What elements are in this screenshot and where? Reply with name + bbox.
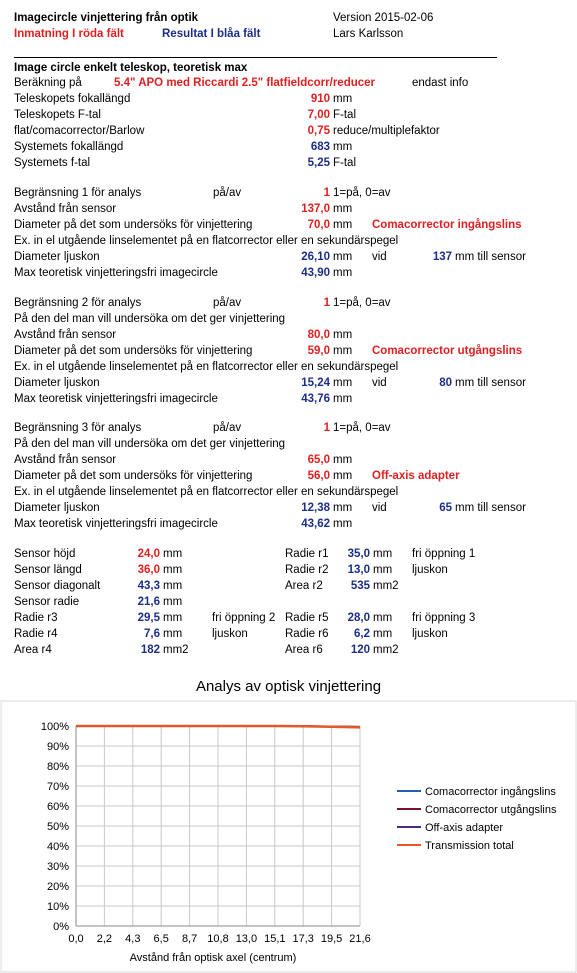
x-tick-label: 10,8 xyxy=(207,933,229,945)
limit-onoff-note: 1=på, 0=av xyxy=(333,422,391,434)
y-tick-label: 40% xyxy=(46,841,69,853)
limit-intro: På den del man vill undersöka om det ger vinjettering xyxy=(14,313,286,325)
limit-at-unit: mm till sensor xyxy=(455,377,526,389)
limit-max-label: Max teoretisk vinjetteringsfri imagecircle xyxy=(14,518,218,530)
sensor-left-value[interactable]: 24,0 xyxy=(137,548,160,560)
x-tick-label: 15,1 xyxy=(264,933,286,945)
limit-vid: vid xyxy=(372,377,387,389)
sensor-right-value: 13,0 xyxy=(347,564,370,576)
limit-at-unit: mm till sensor xyxy=(455,502,526,514)
limit-element-name[interactable]: Comacorrector utgångslins xyxy=(372,345,523,357)
vignetting-chart xyxy=(0,700,577,973)
legend-result-note: Resultat I blåa fält xyxy=(162,28,261,40)
limit-diameter-value[interactable]: 56,0 xyxy=(307,470,330,482)
sensor-left-value: 182 xyxy=(140,644,160,656)
limit-onoff-note: 1=på, 0=av xyxy=(333,187,391,199)
limit-onoff-value[interactable]: 1 xyxy=(323,297,330,309)
telescope-row-value[interactable]: 910 xyxy=(310,93,330,105)
y-tick-label: 30% xyxy=(46,861,69,873)
x-axis-label: Avstånd från optisk axel (centrum) xyxy=(129,952,297,964)
limit-distance-label: Avstånd från sensor xyxy=(14,203,117,215)
x-tick-label: 17,3 xyxy=(292,933,314,945)
y-tick-label: 100% xyxy=(40,721,69,733)
limit-at-value: 80 xyxy=(439,377,452,389)
x-tick-label: 0,0 xyxy=(68,933,84,945)
chart-title: Analys av optisk vinjettering xyxy=(195,678,382,695)
legend-label: Comacorrector utgångslins xyxy=(425,804,557,816)
limit-cone-unit: mm xyxy=(333,377,353,389)
sensor-left-unit: mm xyxy=(163,564,183,576)
sensor-right-unit: mm2 xyxy=(373,644,399,656)
limit-diameter-unit: mm xyxy=(333,470,353,482)
y-tick-label: 50% xyxy=(46,821,69,833)
limit-max-unit: mm xyxy=(333,518,353,530)
sensor-left-label: Radie r4 xyxy=(14,628,58,640)
telescope-row-unit: reduce/multiplefaktor xyxy=(333,125,440,137)
sensor-left-label: Area r4 xyxy=(14,644,52,656)
limit-cone-value: 26,10 xyxy=(301,251,330,263)
sensor-right-label: Area r2 xyxy=(285,580,323,592)
limit-distance-value[interactable]: 137,0 xyxy=(301,203,330,215)
author-name: Lars Karlsson xyxy=(333,28,404,40)
sensor-right-value: 35,0 xyxy=(347,548,370,560)
legend-label: Off-axis adapter xyxy=(425,822,504,834)
sensor-right-value: 6,2 xyxy=(354,628,370,640)
limit-diameter-unit: mm xyxy=(333,219,353,231)
x-tick-label: 21,6 xyxy=(349,933,371,945)
sensor-left-unit: mm xyxy=(163,628,183,640)
sensor-right-label: Radie r2 xyxy=(285,564,329,576)
sensor-right-label: Radie r5 xyxy=(285,612,329,624)
telescope-row-value[interactable]: 0,75 xyxy=(307,125,330,137)
telescope-row-value: 5,25 xyxy=(307,157,330,169)
limit-max-label: Max teoretisk vinjetteringsfri imagecircle xyxy=(14,393,218,405)
limit-onoff-value[interactable]: 1 xyxy=(323,187,330,199)
limit-diameter-label: Diameter på det som undersöks för vinjettering xyxy=(14,219,253,231)
calc-label: Beräkning på xyxy=(14,77,82,89)
sensor-left-value: 43,3 xyxy=(137,580,160,592)
x-tick-label: 13,0 xyxy=(235,933,258,945)
limit-diameter-label: Diameter på det som undersöks för vinjettering xyxy=(14,470,253,482)
sensor-left-label: Sensor radie xyxy=(14,596,80,608)
limit-example: Ex. in el utgående linselementet på en flatcorrector eller en sekundärspegel xyxy=(14,235,399,247)
limit-cone-unit: mm xyxy=(333,251,353,263)
y-tick-label: 10% xyxy=(46,901,69,913)
sensor-right-value: 28,0 xyxy=(347,612,370,624)
legend-input-note: Inmatning I röda fält xyxy=(14,28,124,40)
telescope-row-value[interactable]: 7,00 xyxy=(307,109,330,121)
sensor-left-label: Sensor diagonalt xyxy=(14,580,101,592)
version-label: Version 2015-02-06 xyxy=(333,12,434,24)
sensor-left-value: 7,6 xyxy=(144,628,160,640)
sensor-right-value: 120 xyxy=(350,644,370,656)
sensor-left-label: Sensor längd xyxy=(14,564,82,576)
limit-onoff-value[interactable]: 1 xyxy=(323,422,330,434)
telescope-row-unit: F-tal xyxy=(333,109,356,121)
telescope-row-label: Systemets fokallängd xyxy=(14,141,124,153)
limit-onoff-note: 1=på, 0=av xyxy=(333,297,391,309)
limit-diameter-unit: mm xyxy=(333,345,353,357)
limit-cone-label: Diameter ljuskon xyxy=(14,502,100,514)
telescope-row-label: Teleskopets fokallängd xyxy=(14,93,131,105)
chart-frame xyxy=(1,701,576,972)
limit-distance-unit: mm xyxy=(333,329,353,341)
telescope-row-unit: mm xyxy=(333,93,353,105)
sensor-right-label: Radie r1 xyxy=(285,548,329,560)
sensor-left-unit: mm xyxy=(163,612,183,624)
sensor-left-unit: mm xyxy=(163,548,183,560)
x-tick-label: 19,5 xyxy=(320,933,343,945)
sensor-left-note: ljuskon xyxy=(212,628,248,640)
sensor-left-unit: mm xyxy=(163,580,183,592)
x-tick-label: 8,7 xyxy=(181,933,198,945)
telescope-row-unit: mm xyxy=(333,141,353,153)
y-tick-label: 0% xyxy=(53,921,69,933)
limit-distance-unit: mm xyxy=(333,203,353,215)
limit-diameter-label: Diameter på det som undersöks för vinjettering xyxy=(14,345,253,357)
telescope-row-unit: F-tal xyxy=(333,157,356,169)
limit-max-unit: mm xyxy=(333,393,353,405)
limit-diameter-value[interactable]: 70,0 xyxy=(307,219,330,231)
limit-cone-label: Diameter ljuskon xyxy=(14,377,100,389)
limit-distance-value[interactable]: 65,0 xyxy=(307,454,330,466)
limit-onoff-label: på/av xyxy=(213,187,242,199)
sensor-left-note: fri öppning 2 xyxy=(212,612,276,624)
limit-example: Ex. in el utgående linselementet på en flatcorrector eller en sekundärspegel xyxy=(14,486,399,498)
sensor-left-unit: mm xyxy=(163,596,183,608)
sensor-right-value: 535 xyxy=(350,580,370,592)
limit-title: Begränsning 1 för analys xyxy=(14,187,142,199)
sensor-right-note: fri öppning 1 xyxy=(412,548,476,560)
y-tick-label: 60% xyxy=(46,801,69,813)
series-line xyxy=(76,726,360,727)
limit-cone-label: Diameter ljuskon xyxy=(14,251,100,263)
sensor-left-unit: mm2 xyxy=(163,644,189,656)
limit-max-value: 43,62 xyxy=(301,518,330,530)
limit-distance-value[interactable]: 80,0 xyxy=(307,329,330,341)
sensor-right-note: ljuskon xyxy=(412,628,448,640)
limit-at-value: 65 xyxy=(439,502,452,514)
sensor-right-note: fri öppning 3 xyxy=(412,612,476,624)
limit-cone-value: 15,24 xyxy=(301,377,330,389)
y-tick-label: 70% xyxy=(46,781,69,793)
x-tick-label: 6,5 xyxy=(153,933,169,945)
sensor-right-label: Area r6 xyxy=(285,644,323,656)
telescope-row-label: Teleskopets F-tal xyxy=(14,109,101,121)
limit-distance-label: Avstånd från sensor xyxy=(14,454,117,466)
y-tick-label: 90% xyxy=(46,741,69,753)
x-tick-label: 4,3 xyxy=(125,933,141,945)
limit-vid: vid xyxy=(372,502,387,514)
calc-value[interactable]: 5.4" APO med Riccardi 2.5" flatfieldcorr/reducer xyxy=(114,77,376,89)
telescope-section-title: Image circle enkelt teleskop, teoretisk max xyxy=(14,62,248,74)
sensor-left-label: Sensor höjd xyxy=(14,548,76,560)
sensor-left-value[interactable]: 36,0 xyxy=(137,564,160,576)
telescope-row-label: flat/comacorrector/Barlow xyxy=(14,125,145,137)
limit-diameter-value[interactable]: 59,0 xyxy=(307,345,330,357)
sensor-right-label: Radie r6 xyxy=(285,628,329,640)
limit-onoff-label: på/av xyxy=(213,297,242,309)
limit-max-label: Max teoretisk vinjetteringsfri imagecircle xyxy=(14,267,218,279)
sensor-left-value: 29,5 xyxy=(137,612,160,624)
sensor-right-unit: mm xyxy=(373,612,393,624)
sensor-right-unit: mm xyxy=(373,564,393,576)
header-divider xyxy=(14,57,497,58)
sensor-right-unit: mm xyxy=(373,628,393,640)
limit-title: Begränsning 3 för analys xyxy=(14,422,142,434)
limit-intro: På den del man vill undersöka om det ger vinjettering xyxy=(14,438,286,450)
limit-cone-unit: mm xyxy=(333,502,353,514)
legend-label: Comacorrector ingångslins xyxy=(425,786,556,798)
limit-at-unit: mm till sensor xyxy=(455,251,526,263)
limit-cone-value: 12,38 xyxy=(301,502,330,514)
limit-distance-label: Avstånd från sensor xyxy=(14,329,117,341)
telescope-row-value: 683 xyxy=(310,141,330,153)
y-tick-label: 80% xyxy=(46,761,69,773)
limit-vid: vid xyxy=(372,251,387,263)
app-title: Imagecircle vinjettering från optik xyxy=(14,12,199,24)
limit-max-value: 43,90 xyxy=(301,267,330,279)
sensor-left-value: 21,6 xyxy=(137,596,160,608)
legend-label: Transmission total xyxy=(425,840,514,852)
limit-title: Begränsning 2 för analys xyxy=(14,297,142,309)
limit-distance-unit: mm xyxy=(333,454,353,466)
limit-max-unit: mm xyxy=(333,267,353,279)
x-tick-label: 2,2 xyxy=(96,933,113,945)
telescope-row-label: Systemets f-tal xyxy=(14,157,91,169)
y-tick-label: 20% xyxy=(46,881,69,893)
limit-max-value: 43,76 xyxy=(301,393,330,405)
sensor-right-unit: mm2 xyxy=(373,580,399,592)
sensor-right-unit: mm xyxy=(373,548,393,560)
limit-onoff-label: på/av xyxy=(213,422,242,434)
limit-element-name[interactable]: Off-axis adapter xyxy=(372,470,460,482)
limit-at-value: 137 xyxy=(432,251,452,263)
calc-note: endast info xyxy=(412,77,469,89)
sensor-right-note: ljuskon xyxy=(412,564,448,576)
limit-element-name[interactable]: Comacorrector ingångslins xyxy=(372,219,522,231)
sensor-left-label: Radie r3 xyxy=(14,612,58,624)
limit-example: Ex. in el utgående linselementet på en flatcorrector eller en sekundärspegel xyxy=(14,361,399,373)
